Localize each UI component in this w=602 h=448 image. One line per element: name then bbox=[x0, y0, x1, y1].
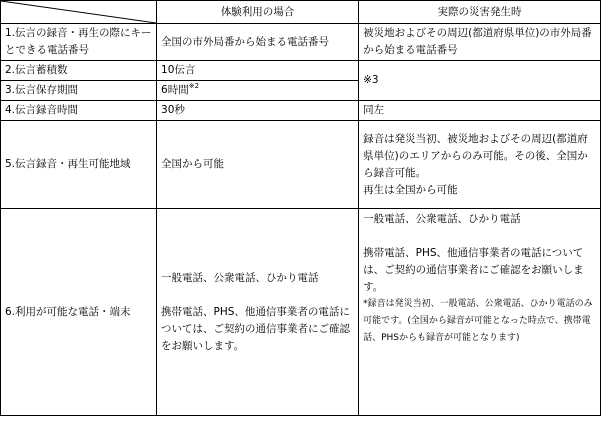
header-row bbox=[1, 1, 601, 24]
trial-text: 一般電話、公衆電話、ひかり電話 bbox=[161, 272, 319, 284]
diagonal-line-icon bbox=[1, 1, 156, 23]
disaster-cell bbox=[359, 209, 601, 416]
table-row bbox=[1, 61, 601, 81]
disaster-cell-merged: ※3 bbox=[359, 61, 601, 101]
disaster-cell: 被災地およびその周辺(都道府県単位)の市外局番から始まる電話番号 bbox=[359, 24, 601, 61]
row-label: 5.伝言録音・再生可能地域 bbox=[1, 121, 157, 209]
trial-cell: 全国の市外局番から始まる電話番号 bbox=[157, 24, 359, 61]
trial-value: 6時間 bbox=[161, 84, 189, 96]
disaster-text: 録音は発災当初、被災地およびその周辺(都道府県単位)のエリアからのみ可能。その後、全国から録音可能。 bbox=[363, 132, 588, 179]
disaster-cell bbox=[359, 121, 601, 209]
trial-cell: 30秒 bbox=[157, 101, 359, 121]
disaster-text: 一般電話、公衆電話、ひかり電話 bbox=[363, 213, 521, 225]
trial-cell: 全国から可能 bbox=[157, 121, 359, 209]
table-row bbox=[1, 101, 601, 121]
footnote-mark: ※2 bbox=[188, 82, 200, 90]
trial-text: 携帯電話、PHS、他通信事業者の電話については、ご契約の通信事業者にご確認をお願いします。 bbox=[161, 306, 351, 352]
trial-cell bbox=[157, 81, 359, 101]
row-label: 2.伝言蓄積数 bbox=[1, 61, 157, 81]
header-disaster: 実際の災害発生時 bbox=[359, 1, 601, 24]
disaster-text: 再生は全国から可能 bbox=[363, 183, 458, 196]
row-label: 1.伝言の録音・再生の際にキーとできる電話番号 bbox=[1, 24, 157, 61]
table-row bbox=[1, 121, 601, 209]
row-label: 3.伝言保存期間 bbox=[1, 81, 157, 101]
corner-cell bbox=[1, 1, 157, 24]
row-label: 4.伝言録音時間 bbox=[1, 101, 157, 121]
row-label: 6.利用が可能な電話・端末 bbox=[1, 209, 157, 416]
trial-cell bbox=[157, 209, 359, 416]
table-row bbox=[1, 209, 601, 416]
disaster-text: 携帯電話、PHS、他通信事業者の電話については、ご契約の通信事業者にご確認をお願いします。 bbox=[363, 247, 584, 293]
trial-cell: 10伝言 bbox=[157, 61, 359, 81]
disaster-cell: 同左 bbox=[359, 101, 601, 121]
table-row bbox=[1, 24, 601, 61]
disaster-footnote: *録音は発災当初、一般電話、公衆電話、ひかり電話のみ可能です。(全国から録音が可能となった時点で、携帯電話、PHSからも録音が可能となります) bbox=[363, 299, 593, 343]
header-trial: 体験利用の場合 bbox=[157, 1, 359, 24]
